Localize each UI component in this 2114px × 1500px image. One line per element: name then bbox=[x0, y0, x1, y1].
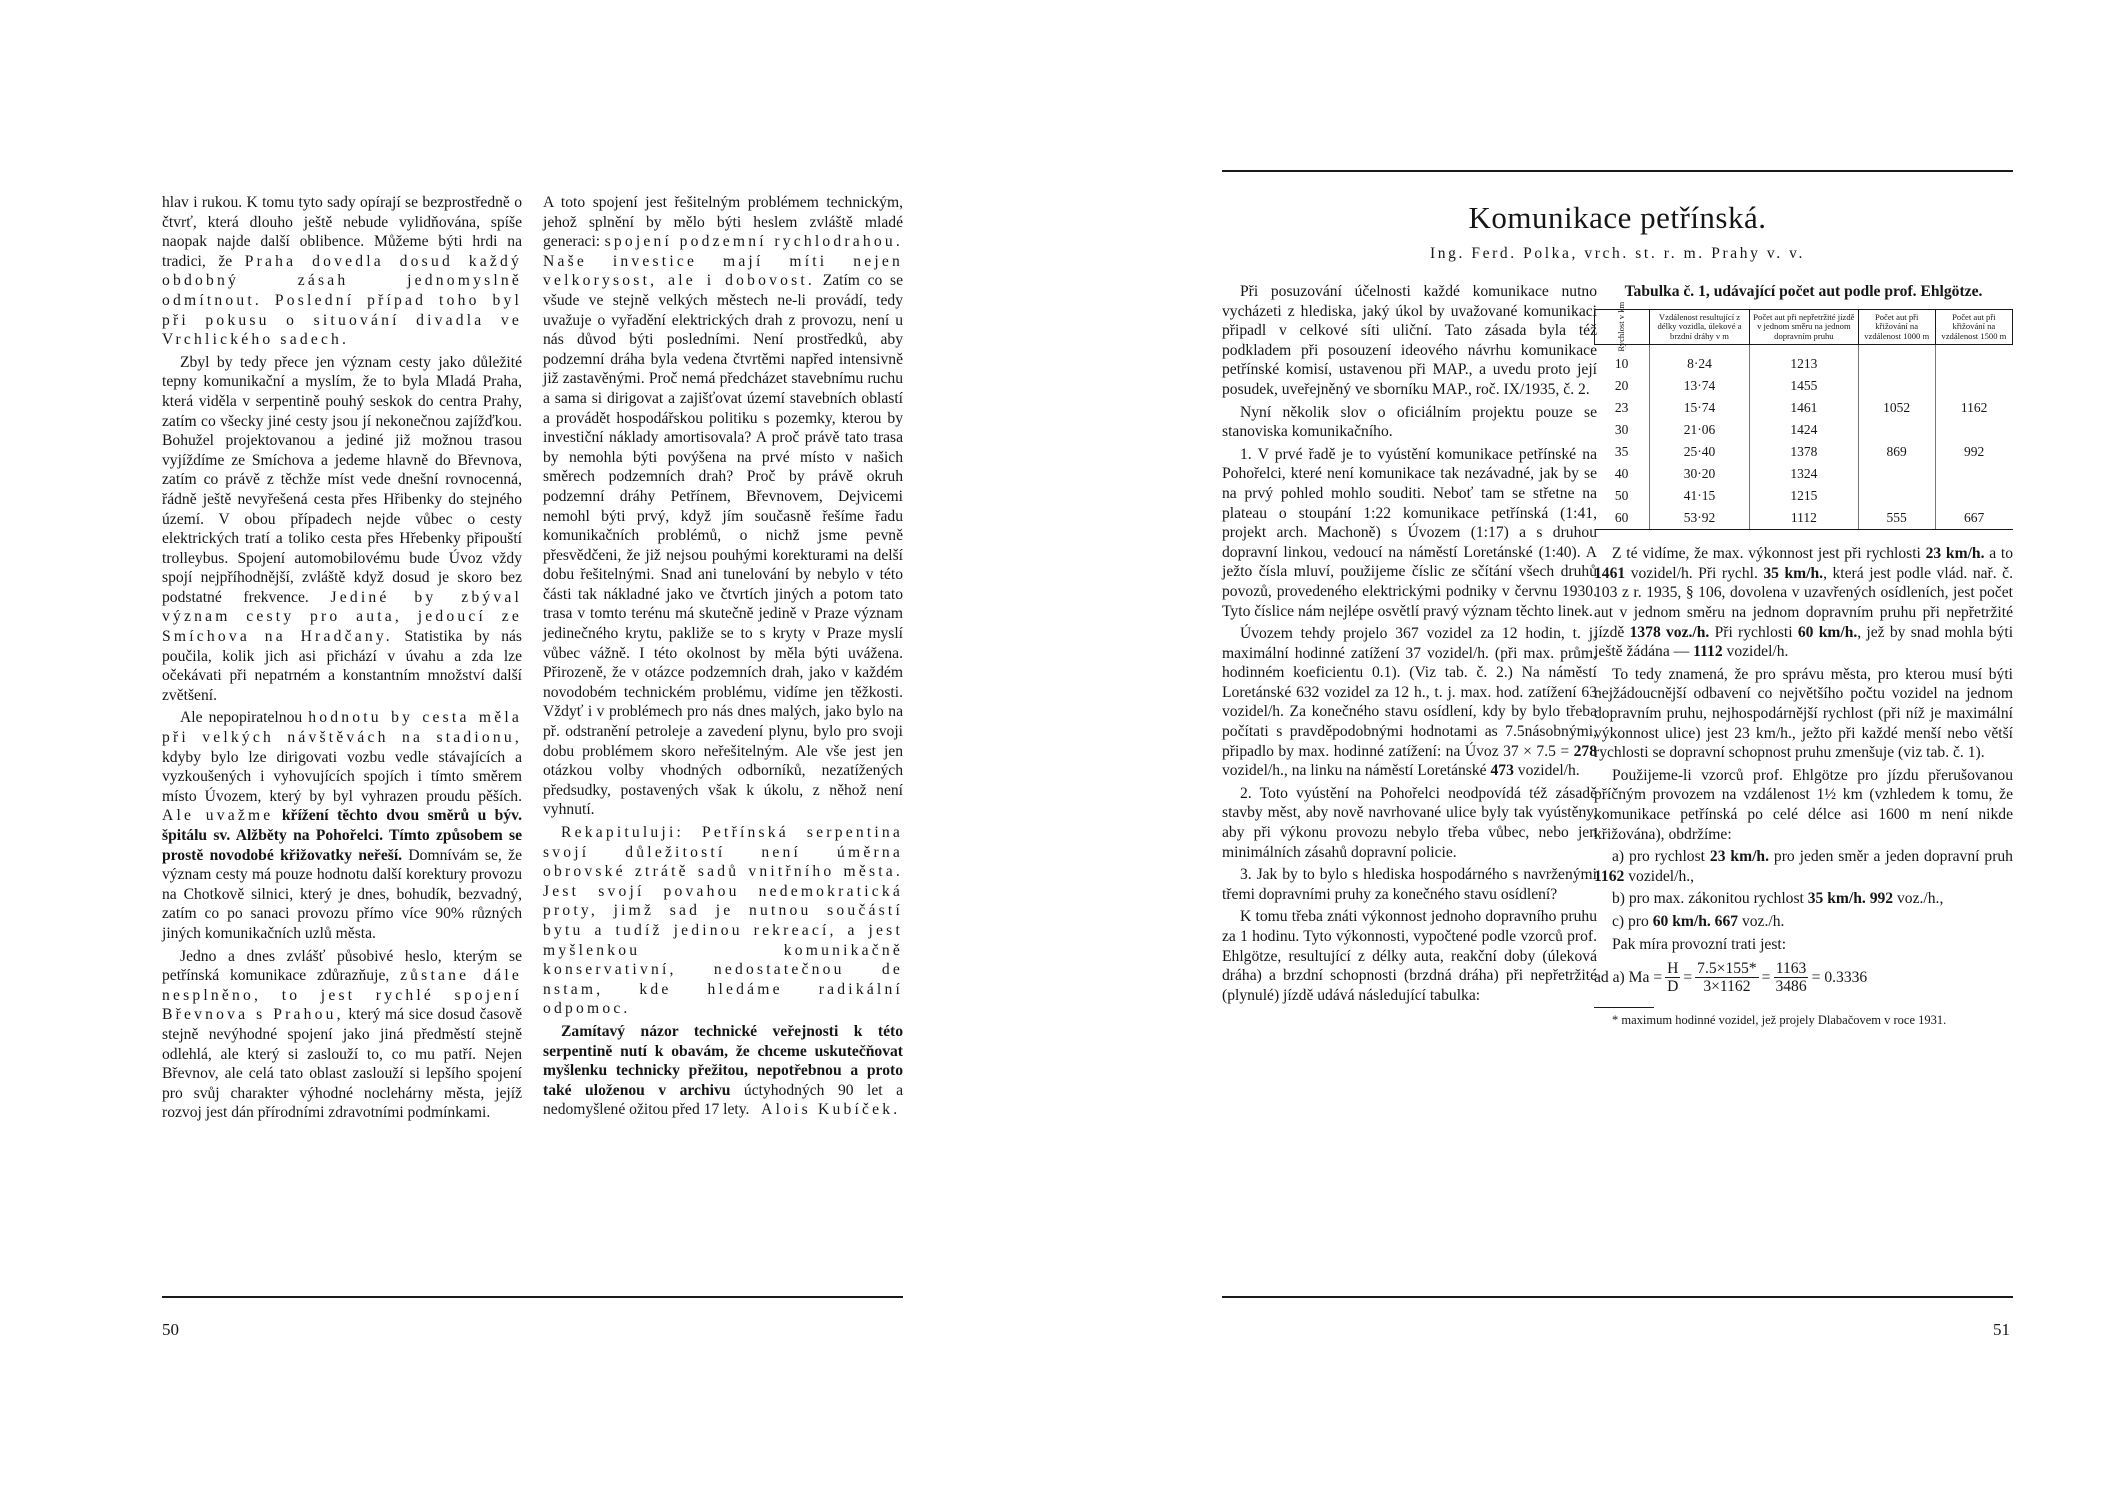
equation: ad a) Ma = $\frac{H}{D}$ = $\frac{7.5\times 155*}{3\times 1162}$ = $\frac{1163}{3486}$ = 0.3336 bbox=[1594, 960, 1868, 996]
table-row: 30 21·06 1424 bbox=[1595, 419, 2013, 441]
table-header: Počet aut při křižování na vzdálenost 1500 m bbox=[1935, 310, 2012, 345]
paragraph: K tomu třeba znáti výkonnost jednoho dopravního pruhu za 1 hodinu. Tyto výkonnosti, vypočtené podle vzorců prof. Ehlgötze, resultující z délky auta, reakční doby (úleková dráha) a brzdní schopnosti (brzdná dráha) při nepřetržité (plynulé) jízdě udává následující tabulka: bbox=[1222, 908, 1597, 1004]
paragraph: a) pro rychlost 23 km/h. pro jeden směr a jeden dopravní pruh 1162 vozidel/h., bbox=[1594, 848, 2013, 885]
right-column-2 bbox=[1594, 282, 2013, 1028]
page-number: 50 bbox=[162, 1320, 179, 1339]
footnote-rule bbox=[1594, 1007, 1654, 1008]
page-number: 51 bbox=[1993, 1320, 2010, 1339]
paragraph: Rekapituluji: Petřínská serpentina svojí důležitostí není úměrna obrovské ztrátě sadů vnitřního města. Jest svojí povahou nedemokratická proty, jimž sad je nutnou součástí bytu a tudíž jedinou rekreací, a jest myšlenkou komunikačně konservativní, nedostatečnou de nstam, kde hledáme radikální odpomoc. bbox=[543, 824, 903, 1018]
bottom-rule bbox=[1222, 1296, 2013, 1298]
paragraph: Nyní několik slov o oficiálním projektu pouze se stanoviska komunikačního. bbox=[1222, 403, 1597, 441]
bottom-rule bbox=[162, 1296, 903, 1298]
right-column-1 bbox=[1222, 282, 1597, 1005]
paragraph: Při posuzování účelnosti každé komunikace nutno vycházeti z hlediska, jaký úkol by uvažované komunikaci připadl v celkové síti uliční. Tato zásada byla též podkladem při posouzení ideového návrhu komunikace petřínské komisí, ustavenou při MAP., a uvedu proto její posudek, uveřejněný ve sborníku MAP., roč. IX/1935, č. 2. bbox=[1222, 283, 1597, 398]
paragraph: Z té vidíme, že max. výkonnost jest při rychlosti 23 km/h. a to 1461 vozidel/h. Při rychl. 35 km/h., která jest podle vlád. nař. č. 103 z r. 1935, § 106, dovolena v uzavřených osídleních, jest počet aut v jednom směru na jednom dopravním pruhu při nepřetržité jízdě 1378 voz./h. Při rychlosti 60 km/h., jež by snad mohla býti ještě žádána — 1112 vozidel/h. bbox=[1594, 545, 2014, 661]
table-row: 60 53·92 1112 555 667 bbox=[1595, 507, 2013, 530]
top-rule bbox=[1222, 170, 2013, 172]
paragraph: 2. Toto vyústění na Pohořelci neodpovídá též zásadě stavby měst, aby nově navrhované ulice byly tak vyústěny, aby při výkonu provozu nebylo třeba vůbec, nebo jen minimálních zásahů dopravní policie. bbox=[1222, 784, 1597, 861]
data-table bbox=[1594, 302, 2013, 530]
left-column-2 bbox=[543, 193, 903, 1120]
paragraph: c) pro 60 km/h. 667 voz./h. bbox=[1612, 912, 1785, 930]
table-row: 50 41·15 1215 bbox=[1595, 485, 2013, 507]
table-row: 10 8·24 1213 bbox=[1595, 345, 2013, 376]
table-header: Vzdálenost resultující z délky vozidla, úlekové a brzdní dráhy v m bbox=[1649, 310, 1749, 345]
fraction: $\frac{7.5\times 155*}{3\times 1162}$ bbox=[1697, 960, 1757, 996]
table-row: 23 15·74 1461 1052 1162 bbox=[1595, 397, 2013, 419]
article-title: Komunikace petřínská. bbox=[1468, 200, 1767, 235]
paragraph: Úvozem tehdy projelo 367 vozidel za 12 hodin, t. j. maximální hodinné zatížení 37 vozidel/h. (při max. prům. hodinném koeficientu 0.1). (Viz tab. č. 2.) Na náměstí Loretánské 632 vozidel za 12 h., t. j. max. hod. zatížení 63 vozidel/h. Za konečného stavu osídlení, kdy by bylo třeba počítati s pravděpodobnými hodnotami as 7.5násobnými, připadlo by max. hodinné zatížení: na Úvoz 37 × 7.5 = 278 vozidel/h., na linku na náměstí Loretánské 473 vozidel/h. bbox=[1222, 625, 1597, 780]
fraction: $\frac{1163}{3486}$ bbox=[1775, 960, 1807, 996]
paragraph: 3. Jak by to bylo s hlediska hospodárného s navrženými třemi dopravními pruhy za konečného stavu osídlení? bbox=[1222, 866, 1597, 903]
paragraph: Zbyl by tedy přece jen význam cesty jako důležité tepny komunikační a myslím, že to byla Mladá Praha, která viděla v serpentině pouhý seskok do centra Prahy, zatím co všecky jiné cesty jsou jí nekonečnou zajížďkou. Bohužel projektovanou a jediné již možnou trasou vyjíždíme ze Smíchova a jedeme hlavně do Břevnova, zatím co právě z těchže míst vede dnešní rovnocenná, řádně ještě nevyřešená cesta přes Hřibenky do stejného území. V obou případech nejde vůbec o cesty elektrických tratí a toliko cesta přes Hřebenky připouští trolleybus. Spojení automobilovému bude Úvoz vždy spojí nejpříhodnější, zvláště když dosud je skoro bez podstatné frekvence. Jediné by zbýval význam cesty pro auta, jedoucí ze Smíchova na Hradčany. Statistika by nás poučila, kolik jich asi přichází v úvahu a zda lze očekávati při nepatrném a konstantním množství další zvětšení. bbox=[162, 353, 523, 704]
table-row: 40 30·20 1324 bbox=[1595, 463, 2013, 485]
signature: Alois Kubíček. bbox=[761, 1101, 901, 1119]
paragraph: b) pro max. zákonitou rychlost 35 km/h. 992 voz./h., bbox=[1612, 890, 1944, 908]
table-header: Počet aut při nepřetržité jízdě v jednom směru na jednom dopravním pruhu bbox=[1750, 310, 1858, 345]
paragraph: hlav i rukou. K tomu tyto sady opírají se bezprostředně o čtvrť, která dlouho ještě nebude vylidňována, spíše naopak najde další oblibence. Můžeme býti hrdi na tradici, že Praha dovedla dosud každý obdobný zásah jednomyslně odmítnout. Poslední případ toho byl při pokusu o situování divadla ve Vrchlického sadech. bbox=[162, 194, 522, 349]
paragraph: Použijeme-li vzorců prof. Ehlgötze pro jízdu přerušovanou příčným provozem na vzdálenost 1½ km (vzhledem k tomu, že komunikace petřínská po celé délce asi 1600 m není nikde křižována), obdržíme: bbox=[1594, 766, 2013, 843]
left-column-1 bbox=[162, 193, 522, 1123]
paragraph: Zamítavý názor technické veřejnosti k této serpentině nutí k obavám, že chceme uskutečňovat myšlenku technicky přežitou, nepotřebnou a proto také uloženou v archivu úctyhodných 90 let a nedomyšlené ožitou před 17 lety. Alois Kubíček. bbox=[543, 1022, 903, 1119]
article-author: Ing. Ferd. Polka, vrch. st. r. m. Prahy v. v. bbox=[1429, 245, 1806, 262]
table-caption: Tabulka č. 1, udávající počet aut podle prof. Ehlgötze. bbox=[1624, 283, 1983, 300]
fraction: $\frac{H}{D}$ bbox=[1667, 960, 1679, 996]
paragraph: Jedno a dnes zvlášť působivé heslo, kterým se petřínská komunikace zdůrazňuje, zůstane dále nesplněno, to jest rychlé spojení Břevnova s Prahou, který má sice dosud časově stejně nevýhodné spojení jako jiná předměstí stejně odlehlá, ale který si zaslouží to, co mu patří. Nejen Břevnov, ale celá tato oblast zaslouží si lepšího spojení pro svůj charakter výhodné noclehárny města, jejíž rozvoj jest dán přírodními zdravotními podmínkami. bbox=[162, 947, 522, 1122]
paragraph: Ale nepopiratelnou hodnotu by cesta měla při velkých návštěvách na stadionu, kdyby bylo lze dirigovati vozbu vedle stávajících a vyzkoušených i vyhovujících spojích i tímto směrem místo Úvozem, který by byl vyhrazen proudu pěších. Ale uvažme křížení těchto dvou směrů u býv. špitálu sv. Alžběty na Pohořelci. Tímto způsobem se prostě novodobé křižovatky neřeší. Domnívám se, že význam cesty má pouze hodnotu další korektury provozu na Chotkově silnici, který je dnes, bohudík, bezvadný, zatím co po sanaci provozu přímo více 90% různých jiných komunikačních uzlů města. bbox=[162, 709, 522, 942]
paragraph: To tedy znamená, že pro správu města, pro kterou musí býti nejžádoucnější odbavení co největšího počtu vozidel na jednom dopravním pruhu, nejhospodárnější rychlost (při níž je maximální výkonnost ulice) jest 23 km/h., ježto při každé menší nebo větší rychlosti se dopravní schopnost pruhu zmenšuje (viz tab. č. 1). bbox=[1594, 665, 2013, 762]
table-row: 20 13·74 1455 bbox=[1595, 375, 2013, 397]
paragraph: 1. V prvé řadě je to vyústění komunikace petřínské na Pohořelci, které není komunikace tak nezávadné, jak by se na prvý pohled mohlo souditi. Neboť tam se střetne na plateau o stoupání 1:22 komunikace petřínská (1:41, projekt arch. Machoně) s Úvozem (1:17) a s druhou dopravní linkou, vedoucí na náměstí Loretánské (1:40). A ježto čísla mluví, použijeme číslic ze sčítání všech druhů povozů, provedeného elektrickými podniky v červnu 1930. Tyto číslice nám nejlépe osvětlí pravý význam těchto linek. bbox=[1222, 445, 1597, 620]
table-header: Rychlost v km bbox=[1595, 310, 1650, 345]
paragraph: Pak míra provozní trati jest: bbox=[1612, 935, 1787, 953]
table-header: Počet aut při křižování na vzdálenost 1000 m bbox=[1858, 310, 1935, 345]
table-row: 35 25·40 1378 869 992 bbox=[1595, 441, 2013, 463]
paragraph: A toto spojení jest řešitelným problémem technickým, jehož splnění by mělo býti heslem zvláště mladé generaci: spojení podzemní rychlodrahou. Naše investice mají míti nejen velkorysost, ale i dobovost. Zatím co se všude ve stejně velkých městech ne-li provádí, tedy uvažuje o vyřadění elektrických drah z provozu, není u nás důvod býti posledními. Není prostředků, aby podzemní dráha byla vedena čtvrtěmi napřed intensivně již zastavěnými. Proč nemá předcházet stavebnímu ruchu a sama si dirigovat a zajišťovat území stavebních oblastí a provádět hospodářskou politiku s pozemky, kterou by investiční náklady amortisovala? A proč právě tato trasa by nemohla býti povýšena na prvé místo v našich směrech podzemních drah? Proč by právě okruh podzemní dráhy Petřínem, Břevnovem, Dejvicemi nemohl býti prvý, když jím současně řešíme řadu komunikačních problémů, o nichž jsme pevně přesvědčeni, že již nejsou pouhými korekturami na delší dobu řešitelnými. Snad ani tunelování by nebylo v této části tak nákladné jako ve čtvrtích jiných a potom tato trasa v tomto terénu má skutečně jedině v Praze význam jedinečného krytu, pakliže se to s kryty v Praze myslí vůbec vážně. I této okolnost by měla býti uvážena. Přirozeně, že v otázce podzemních drah, jako v každém novodobém technickém problému, vidíme jen těžkosti. Vždyť i v problémech pro nás dnes malých, jako bylo na př. odstranění petroleje a zavedení plynu, bylo pro svoji dobu problémem skoro neřešitelným. Ale vše jest jen otázkou volby vhodných odborníků, nezatížených předsudky, postavených však k úkolu, z něhož není vyhnutí. bbox=[543, 194, 903, 819]
footnote: * maximum hodinné vozidel, jež projely Dlabačovem v roce 1931. bbox=[1612, 1013, 1947, 1028]
right-page bbox=[1057, 0, 2114, 1500]
